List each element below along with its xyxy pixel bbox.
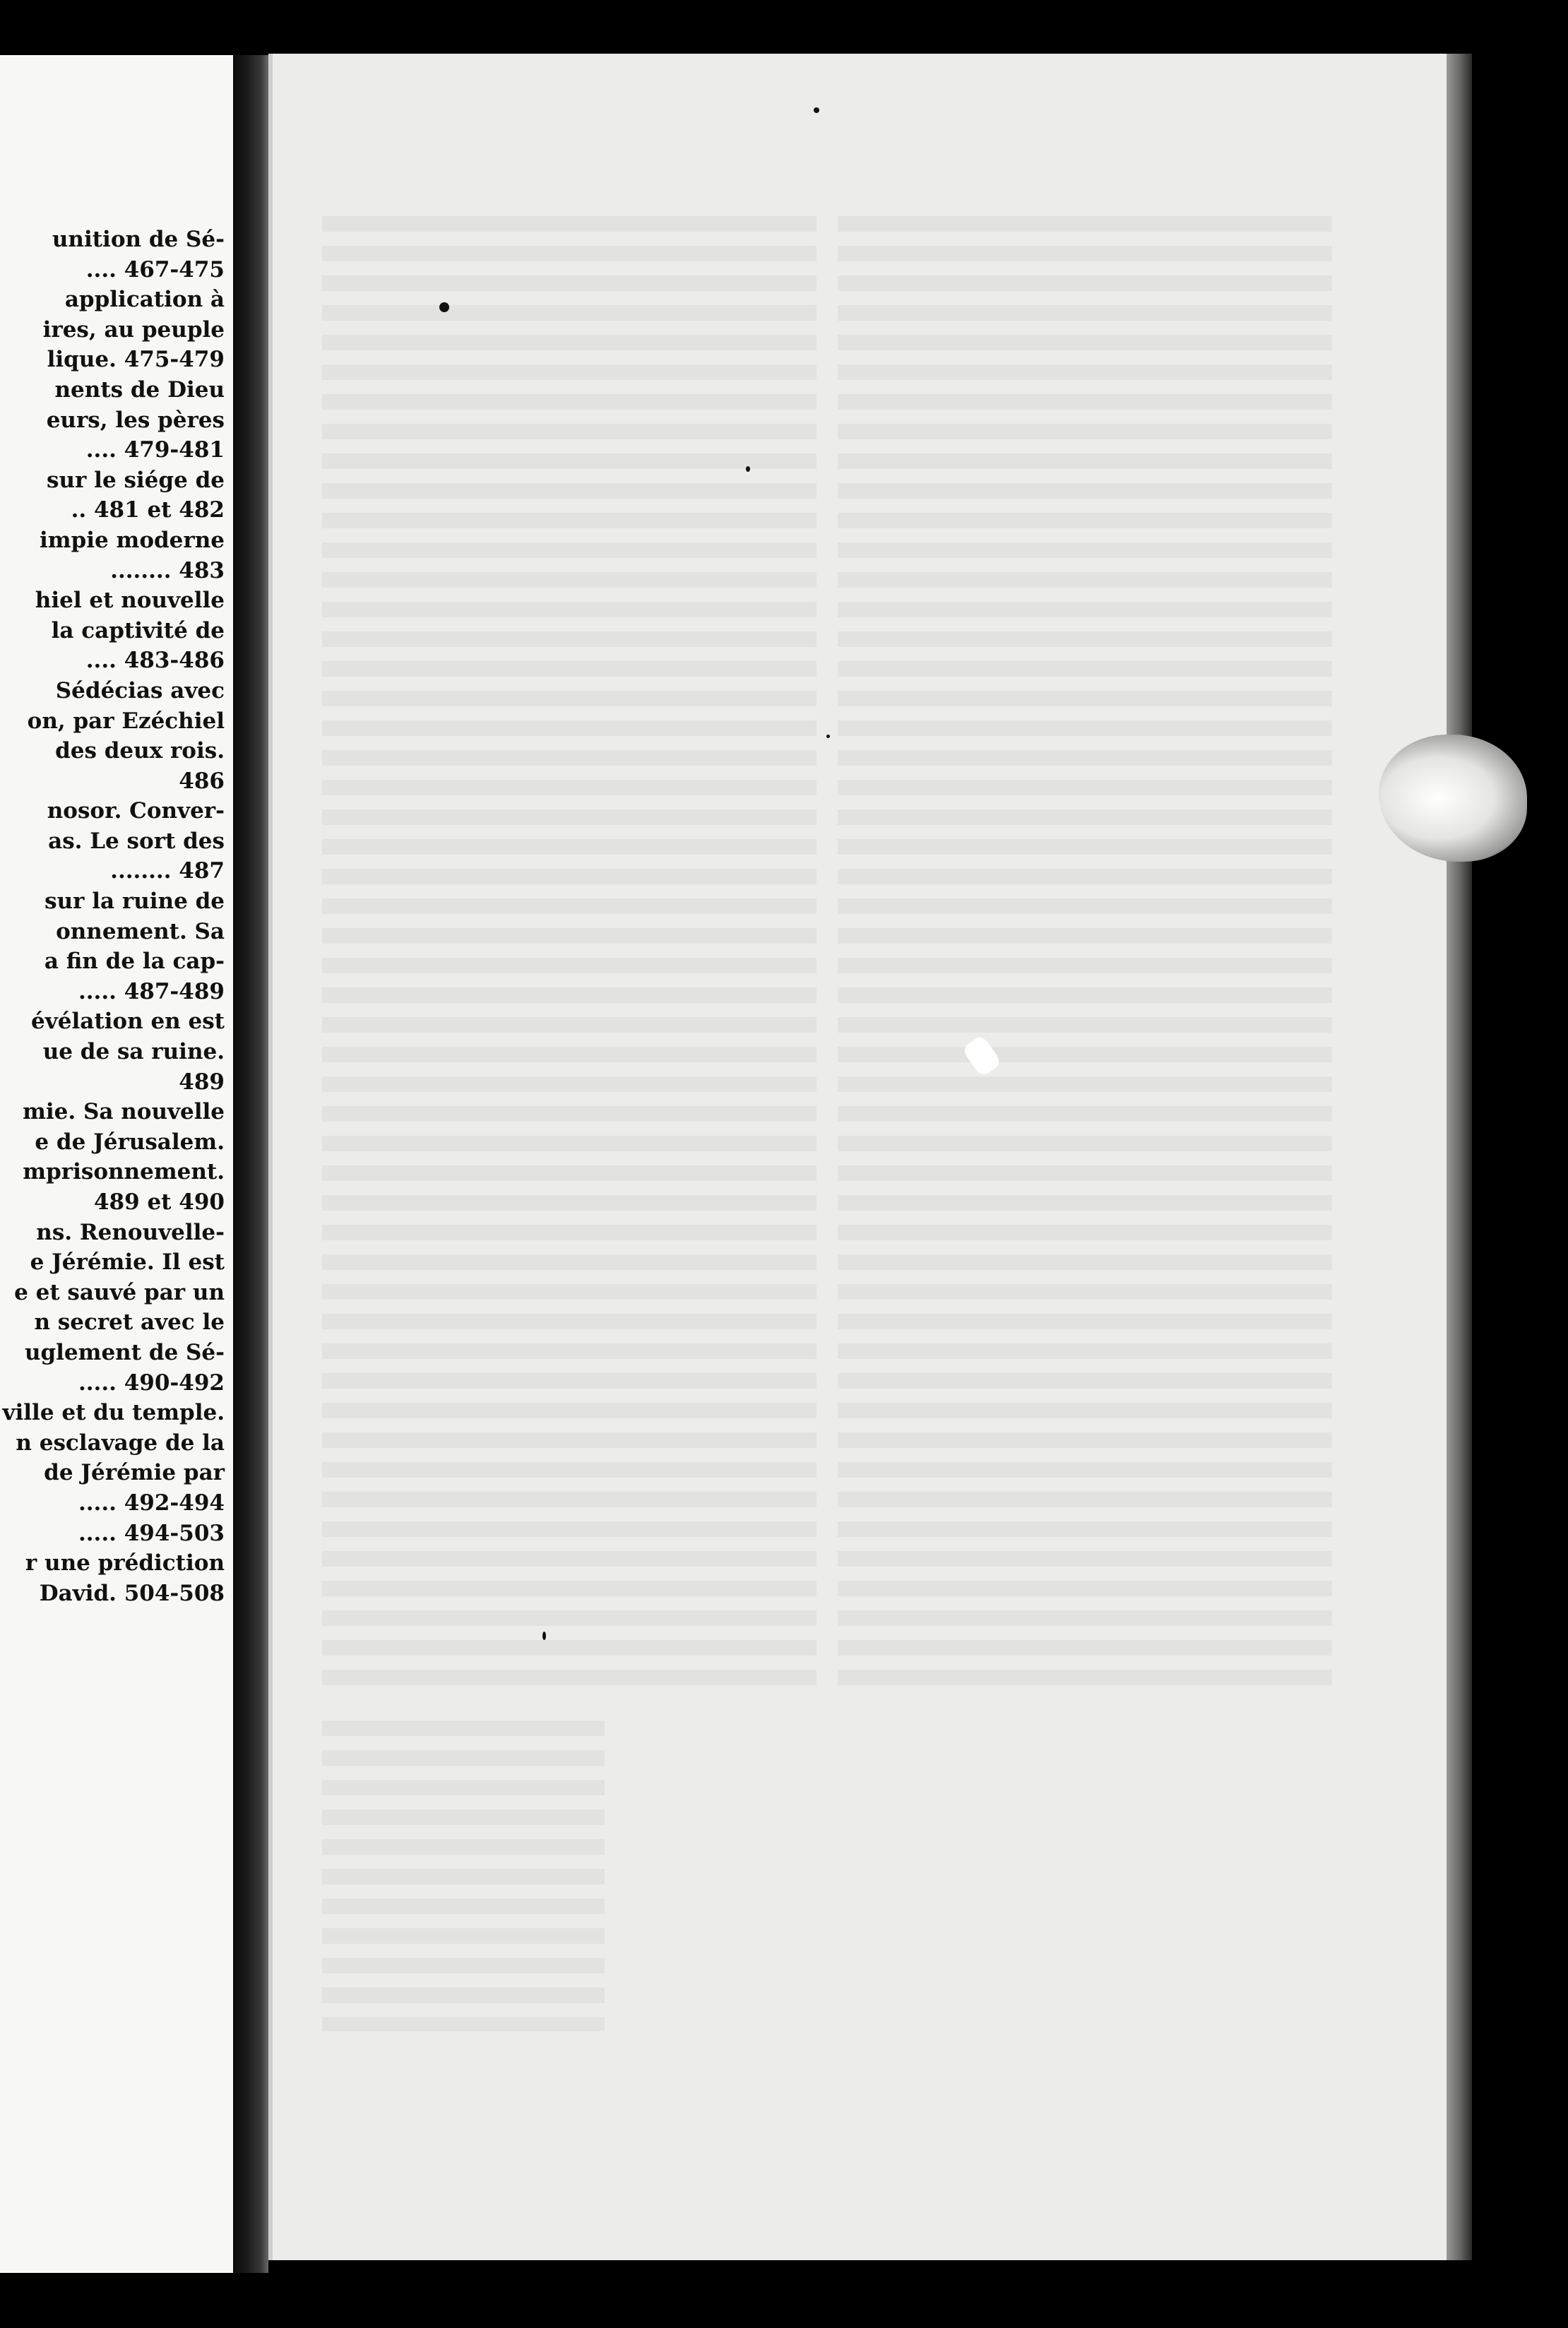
toc-line: impie moderne — [39, 527, 225, 553]
ink-speck — [439, 302, 449, 312]
ink-speck — [746, 466, 750, 472]
toc-line: des deux rois. — [55, 738, 225, 764]
toc-line: lique. 475-479 — [47, 347, 225, 373]
toc-line: application à — [64, 287, 225, 313]
toc-line: sur le siége de — [47, 467, 225, 493]
toc-line: ue de sa ruine. — [42, 1039, 225, 1065]
toc-line: 489 et 490 — [93, 1189, 225, 1215]
toc-line: n esclavage de la — [16, 1430, 225, 1456]
show-through-block — [322, 216, 816, 1699]
toc-line: ..... 492-494 — [78, 1490, 225, 1516]
toc-line: a fin de la cap- — [44, 949, 225, 975]
show-through-text — [7, 1750, 233, 2103]
toc-line: ns. Renouvelle- — [36, 1219, 225, 1245]
toc-line: mie. Sa nouvelle — [23, 1099, 225, 1125]
toc-line: nents de Dieu — [54, 376, 225, 403]
toc-line: n secret avec le — [34, 1310, 225, 1336]
toc-line: uglement de Sé- — [24, 1339, 225, 1365]
right-page — [268, 54, 1447, 2260]
toc-line: 489 — [179, 1069, 225, 1095]
ink-speck — [542, 1632, 546, 1640]
toc-line: eurs, les pères — [46, 407, 225, 433]
toc-line: r une prédiction — [25, 1550, 225, 1576]
page-edge — [1447, 54, 1472, 2260]
toc-line: mprisonnement. — [23, 1159, 225, 1185]
toc-line: ..... 487-489 — [78, 978, 225, 1004]
toc-line: .... 479-481 — [85, 437, 225, 463]
left-page — [0, 55, 233, 2273]
toc-line: de Jérémie par — [44, 1460, 225, 1486]
toc-line: onnement. Sa — [56, 918, 225, 944]
toc-line: ........ 487 — [110, 858, 225, 884]
show-through-block — [322, 1721, 605, 2031]
toc-line: évélation en est — [31, 1009, 225, 1035]
toc-line: David. 504-508 — [39, 1580, 225, 1606]
toc-line: ..... 490-492 — [78, 1370, 225, 1396]
toc-line: ........ 483 — [110, 557, 225, 583]
toc-line: hiel et nouvelle — [35, 588, 225, 614]
toc-line: on, par Ezéchiel — [27, 708, 225, 734]
toc-line: .... 467-475 — [85, 256, 225, 283]
toc-line: .... 483-486 — [85, 648, 225, 674]
toc-line: as. Le sort des — [48, 828, 225, 854]
ink-speck — [826, 735, 830, 738]
toc-line: ville et du temple. — [2, 1400, 225, 1426]
toc-line: ires, au peuple — [42, 316, 225, 343]
toc-line: unition de Sé- — [52, 227, 225, 252]
toc-line: nosor. Conver- — [47, 798, 225, 824]
toc-line: la captivité de — [51, 617, 225, 643]
toc-line: .. 481 et 482 — [71, 497, 225, 523]
toc-line: Sédécias avec — [55, 677, 225, 703]
toc-line: e Jérémie. Il est — [30, 1249, 225, 1276]
show-through-block — [838, 216, 1332, 1699]
ink-speck — [814, 107, 819, 113]
toc-line: e et sauvé par un — [14, 1279, 225, 1305]
table-of-contents-text — [0, 225, 225, 1608]
toc-line: 486 — [179, 768, 225, 794]
book-gutter — [233, 55, 268, 2273]
toc-line: sur la ruine de — [44, 889, 225, 915]
toc-line: ..... 494-503 — [78, 1520, 225, 1546]
toc-line: e de Jérusalem. — [35, 1129, 225, 1155]
